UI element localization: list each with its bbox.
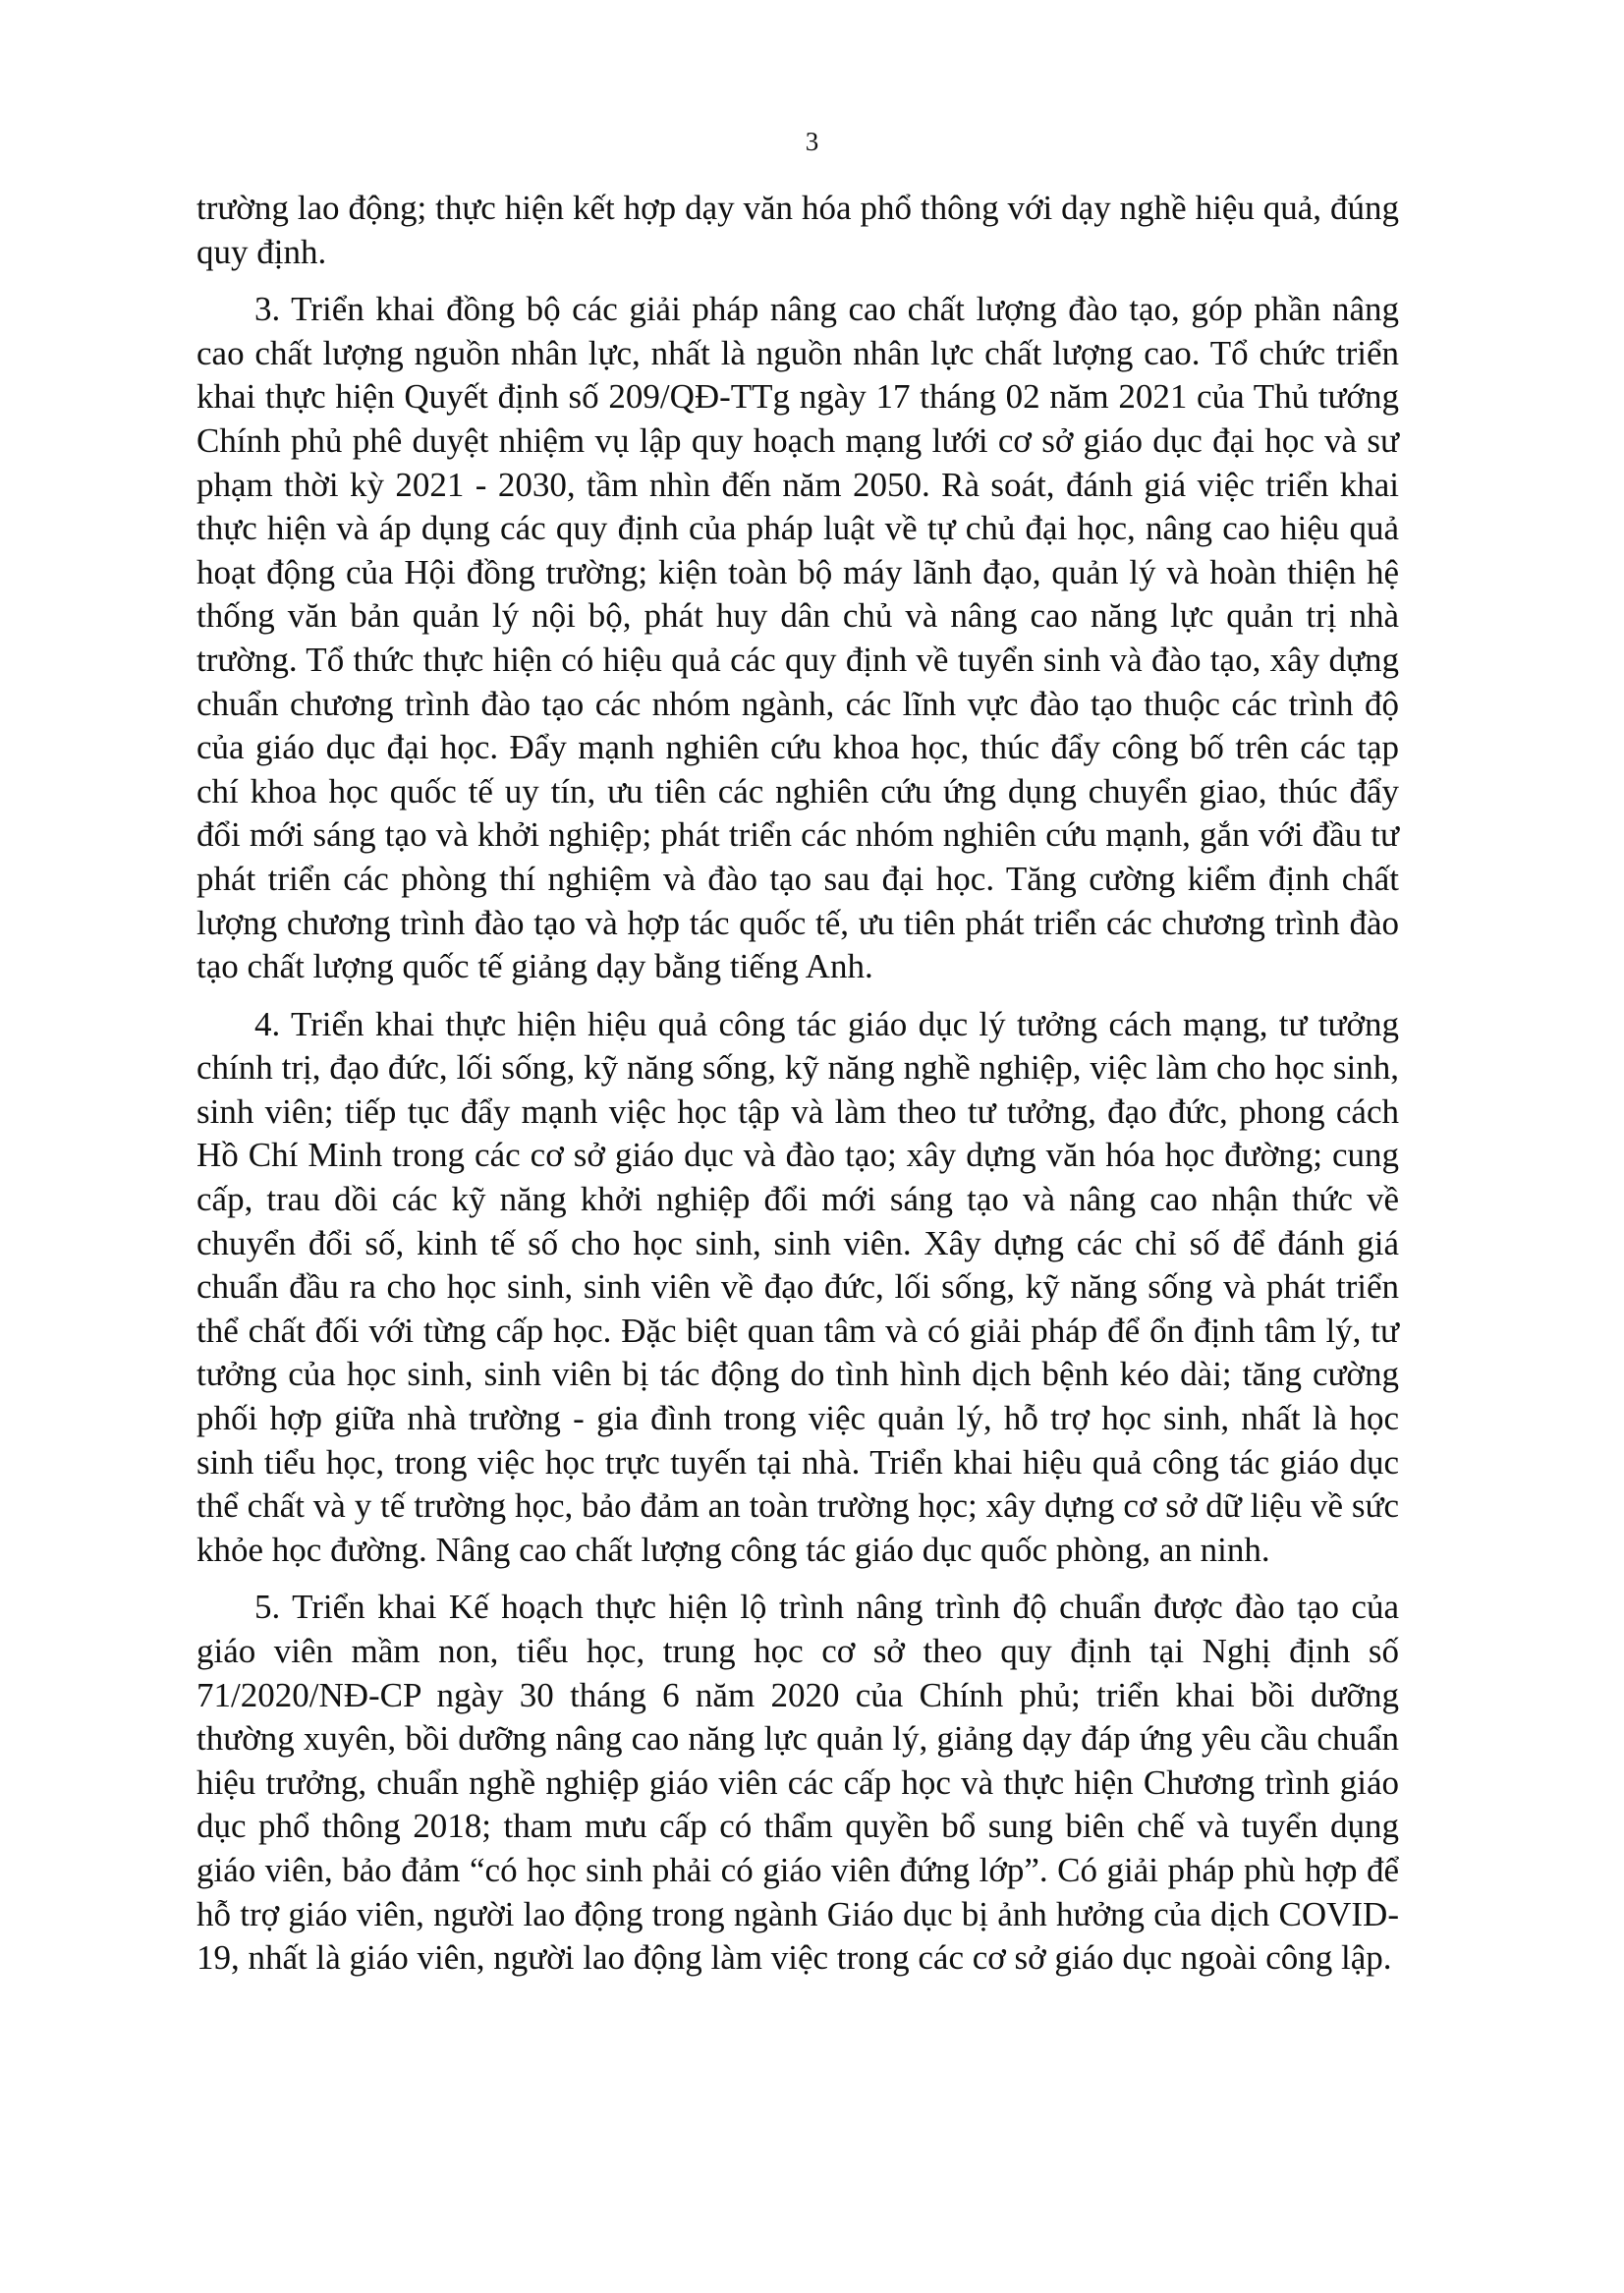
- paragraph-continuation: trường lao động; thực hiện kết hợp dạy văn hóa phổ thông với dạy nghề hiệu quả, đúng quy định.: [196, 189, 1399, 271]
- page-number: 3: [805, 127, 819, 156]
- paragraph-item-4: 4. Triển khai thực hiện hiệu quả công tác giáo dục lý tưởng cách mạng, tư tưởng chính trị, đạo đức, lối sống, kỹ năng sống, kỹ năng nghề nghiệp, việc làm cho học sinh, sinh viên; tiếp tục đẩy mạnh việc học tập và làm theo tư tưởng, đạo đức, phong cách Hồ Chí Minh trong các cơ sở giáo dục và đào tạo; xây dựng văn hóa học đường; cung cấp, trau dồi các kỹ năng khởi nghiệp đổi mới sáng tạo và nâng cao nhận thức về chuyển đổi số, kinh tế số cho học sinh, sinh viên. Xây dựng các chỉ số để đánh giá chuẩn đầu ra cho học sinh, sinh viên về đạo đức, lối sống, kỹ năng sống và phát triển thể chất đối với từng cấp học. Đặc biệt quan tâm và có giải pháp để ổn định tâm lý, tư tưởng của học sinh, sinh viên bị tác động do tình hình dịch bệnh kéo dài; tăng cường phối hợp giữa nhà trường - gia đình trong việc quản lý, hỗ trợ học sinh, nhất là học sinh tiểu học, trong việc học trực tuyến tại nhà. Triển khai hiệu quả công tác giáo dục thể chất và y tế trường học, bảo đảm an toàn trường học; xây dựng cơ sở dữ liệu về sức khỏe học đường. Nâng cao chất lượng công tác giáo dục quốc phòng, an ninh.: [196, 1004, 1399, 1569]
- document-body: [196, 187, 1399, 1994]
- paragraph-item-5: 5. Triển khai Kế hoạch thực hiện lộ trình nâng trình độ chuẩn được đào tạo của giáo viên mầm non, tiểu học, trung học cơ sở theo quy định tại Nghị định số 71/2020/NĐ-CP ngày 30 tháng 6 năm 2020 của Chính phủ; triển khai bồi dưỡng thường xuyên, bồi dưỡng nâng cao năng lực quản lý, giảng dạy đáp ứng yêu cầu chuẩn hiệu trưởng, chuẩn nghề nghiệp giáo viên các cấp học và thực hiện Chương trình giáo dục phổ thông 2018; tham mưu cấp có thẩm quyền bổ sung biên chế và tuyển dụng giáo viên, bảo đảm “có học sinh phải có giáo viên đứng lớp”. Có giải pháp phù hợp để hỗ trợ giáo viên, người lao động trong ngành Giáo dục bị ảnh hưởng của dịch COVID-19, nhất là giáo viên, người lao động làm việc trong các cơ sở giáo dục ngoài công lập.: [196, 1588, 1399, 1978]
- paragraph-item-3: 3. Triển khai đồng bộ các giải pháp nâng cao chất lượng đào tạo, góp phần nâng cao chất lượng nguồn nhân lực, nhất là nguồn nhân lực chất lượng cao. Tổ chức triển khai thực hiện Quyết định số 209/QĐ-TTg ngày 17 tháng 02 năm 2021 của Thủ tướng Chính phủ phê duyệt nhiệm vụ lập quy hoạch mạng lưới cơ sở giáo dục đại học và sư phạm thời kỳ 2021 - 2030, tầm nhìn đến năm 2050. Rà soát, đánh giá việc triển khai thực hiện và áp dụng các quy định của pháp luật về tự chủ đại học, nâng cao hiệu quả hoạt động của Hội đồng trường; kiện toàn bộ máy lãnh đạo, quản lý và hoàn thiện hệ thống văn bản quản lý nội bộ, phát huy dân chủ và nâng cao năng lực quản trị nhà trường. Tổ thức thực hiện có hiệu quả các quy định về tuyển sinh và đào tạo, xây dựng chuẩn chương trình đào tạo các nhóm ngành, các lĩnh vực đào tạo thuộc các trình độ của giáo dục đại học. Đẩy mạnh nghiên cứu khoa học, thúc đẩy công bố trên các tạp chí khoa học quốc tế uy tín, ưu tiên các nghiên cứu ứng dụng chuyển giao, thúc đẩy đổi mới sáng tạo và khởi nghiệp; phát triển các nhóm nghiên cứu mạnh, gắn với đầu tư phát triển các phòng thí nghiệm và đào tạo sau đại học. Tăng cường kiểm định chất lượng chương trình đào tạo và hợp tác quốc tế, ưu tiên phát triển các chương trình đào tạo chất lượng quốc tế giảng dạy bằng tiếng Anh.: [196, 290, 1399, 986]
